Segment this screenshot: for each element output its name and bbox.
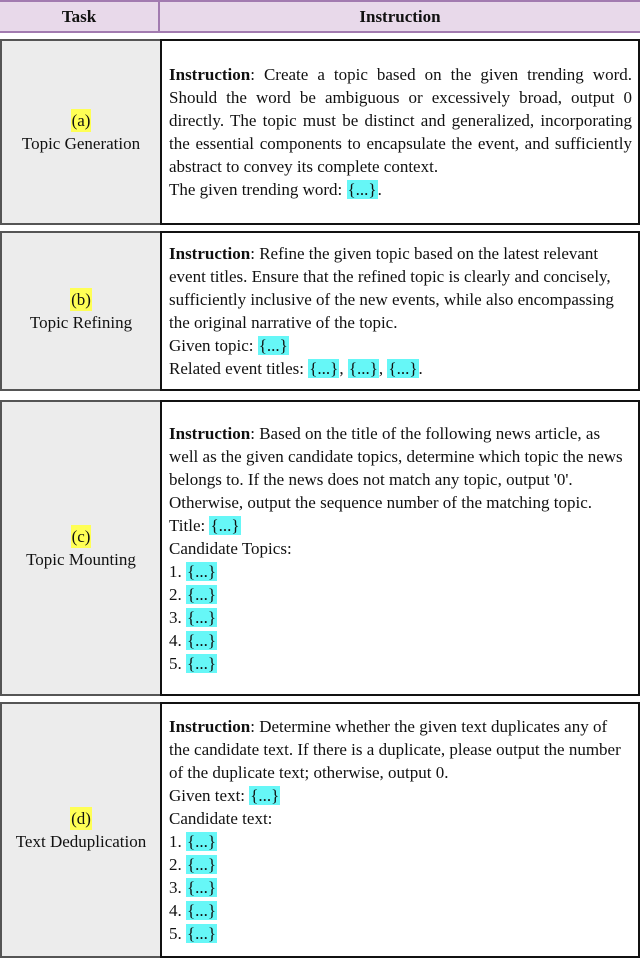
placeholder: {...} xyxy=(258,336,288,355)
row-topic-mounting xyxy=(0,400,640,696)
field-label: Given text: xyxy=(169,786,250,805)
instruction-text: : Determine whether the given text duplicates any of the candidate text. If there is a duplicate, please output the number of the duplicate text; otherwise, output 0. xyxy=(169,717,621,782)
candidates-label: Candidate text: xyxy=(169,809,273,828)
instruction-label: Instruction xyxy=(169,423,251,443)
trending-word-line xyxy=(169,178,632,201)
related-titles-line xyxy=(169,357,632,380)
item-number: 2. xyxy=(169,584,186,604)
task-name: Topic Generation xyxy=(21,134,141,153)
task-name: Topic Mounting xyxy=(26,550,136,569)
task-cell xyxy=(0,702,160,958)
field-label: Given topic: xyxy=(169,336,258,355)
suffix: . xyxy=(418,359,423,378)
candidate-item xyxy=(169,629,632,652)
candidate-item xyxy=(169,853,632,876)
instruction-label: Instruction xyxy=(169,244,251,263)
row-topic-generation xyxy=(0,39,640,225)
item-number: 3. xyxy=(169,878,186,897)
field-label: Title: xyxy=(169,515,210,535)
placeholder: {...} xyxy=(187,607,217,627)
field-label: Related event titles: xyxy=(169,359,309,378)
header-task: Task xyxy=(0,2,160,31)
row-topic-refining xyxy=(0,231,640,391)
task-cell xyxy=(0,400,160,696)
item-number: 1. xyxy=(169,561,186,581)
item-number: 3. xyxy=(169,607,186,627)
candidate-item xyxy=(169,922,632,945)
instruction-cell xyxy=(160,231,640,391)
instruction-cell xyxy=(160,39,640,225)
placeholder: {...} xyxy=(388,359,418,378)
task-tag: (a) xyxy=(71,111,91,130)
task-name: Text Deduplication xyxy=(15,832,147,851)
placeholder: {...} xyxy=(187,561,217,581)
placeholder: {...} xyxy=(187,855,217,874)
table-header xyxy=(0,0,640,33)
placeholder: {...} xyxy=(309,359,339,378)
placeholder: {...} xyxy=(187,878,217,897)
item-number: 2. xyxy=(169,855,186,874)
separator: , xyxy=(378,359,388,378)
task-tag: (b) xyxy=(71,290,91,309)
task-tag: (d) xyxy=(71,809,91,828)
instruction-paragraph xyxy=(169,63,632,178)
placeholder: {...} xyxy=(187,653,217,673)
instruction-text: : Create a topic based on the given trending word. Should the word be ambiguous or excessively broad, output 0 directly. The topic must be distinct and generalized, incorporating the essential components to encapsulate the event, and sufficiently abstract to convey its complete context. xyxy=(169,65,632,176)
instruction-text: : Based on the title of the following news article, as well as the given candidate topics, determine which topic the news belongs to. If the news does not match any topic, output '0'. Otherwise, output the sequence number of the matching topic. xyxy=(169,423,623,512)
given-topic-line xyxy=(169,334,632,357)
instruction-label: Instruction xyxy=(169,65,251,84)
placeholder: {...} xyxy=(187,584,217,604)
suffix: . xyxy=(377,180,382,199)
item-number: 4. xyxy=(169,901,186,920)
candidate-item xyxy=(169,876,632,899)
instruction-paragraph xyxy=(169,242,632,334)
given-text-line xyxy=(169,784,632,807)
placeholder: {...} xyxy=(187,901,217,920)
header-instruction: Instruction xyxy=(359,6,441,26)
candidates-label: Candidate Topics: xyxy=(169,538,292,558)
placeholder: {...} xyxy=(250,786,280,805)
placeholder: {...} xyxy=(187,832,217,851)
candidate-item xyxy=(169,560,632,583)
placeholder: {...} xyxy=(187,630,217,650)
task-tag: (c) xyxy=(71,527,91,546)
instruction-cell xyxy=(160,400,640,696)
field-label: The given trending word: xyxy=(169,180,347,199)
task-cell xyxy=(0,39,160,225)
title-line xyxy=(169,514,632,537)
candidate-item xyxy=(169,899,632,922)
item-number: 5. xyxy=(169,924,186,943)
row-text-deduplication xyxy=(0,702,640,958)
instruction-text: : Refine the given topic based on the latest relevant event titles. Ensure that the refined topic is clearly and concisely, sufficiently inclusive of the new events, while also encompassing the original narrative of the topic. xyxy=(169,244,614,332)
placeholder: {...} xyxy=(348,359,378,378)
candidate-item xyxy=(169,606,632,629)
instruction-paragraph xyxy=(169,422,632,514)
instruction-cell xyxy=(160,702,640,958)
item-number: 4. xyxy=(169,630,186,650)
candidate-item xyxy=(169,652,632,675)
placeholder: {...} xyxy=(187,924,217,943)
placeholder: {...} xyxy=(347,180,377,199)
separator: , xyxy=(339,359,348,378)
candidate-item xyxy=(169,830,632,853)
task-cell xyxy=(0,231,160,391)
placeholder: {...} xyxy=(210,515,240,535)
instruction-paragraph xyxy=(169,715,632,784)
instruction-label: Instruction xyxy=(169,717,251,736)
item-number: 5. xyxy=(169,653,186,673)
task-name: Topic Refining xyxy=(29,313,133,332)
candidate-item xyxy=(169,583,632,606)
item-number: 1. xyxy=(169,832,186,851)
